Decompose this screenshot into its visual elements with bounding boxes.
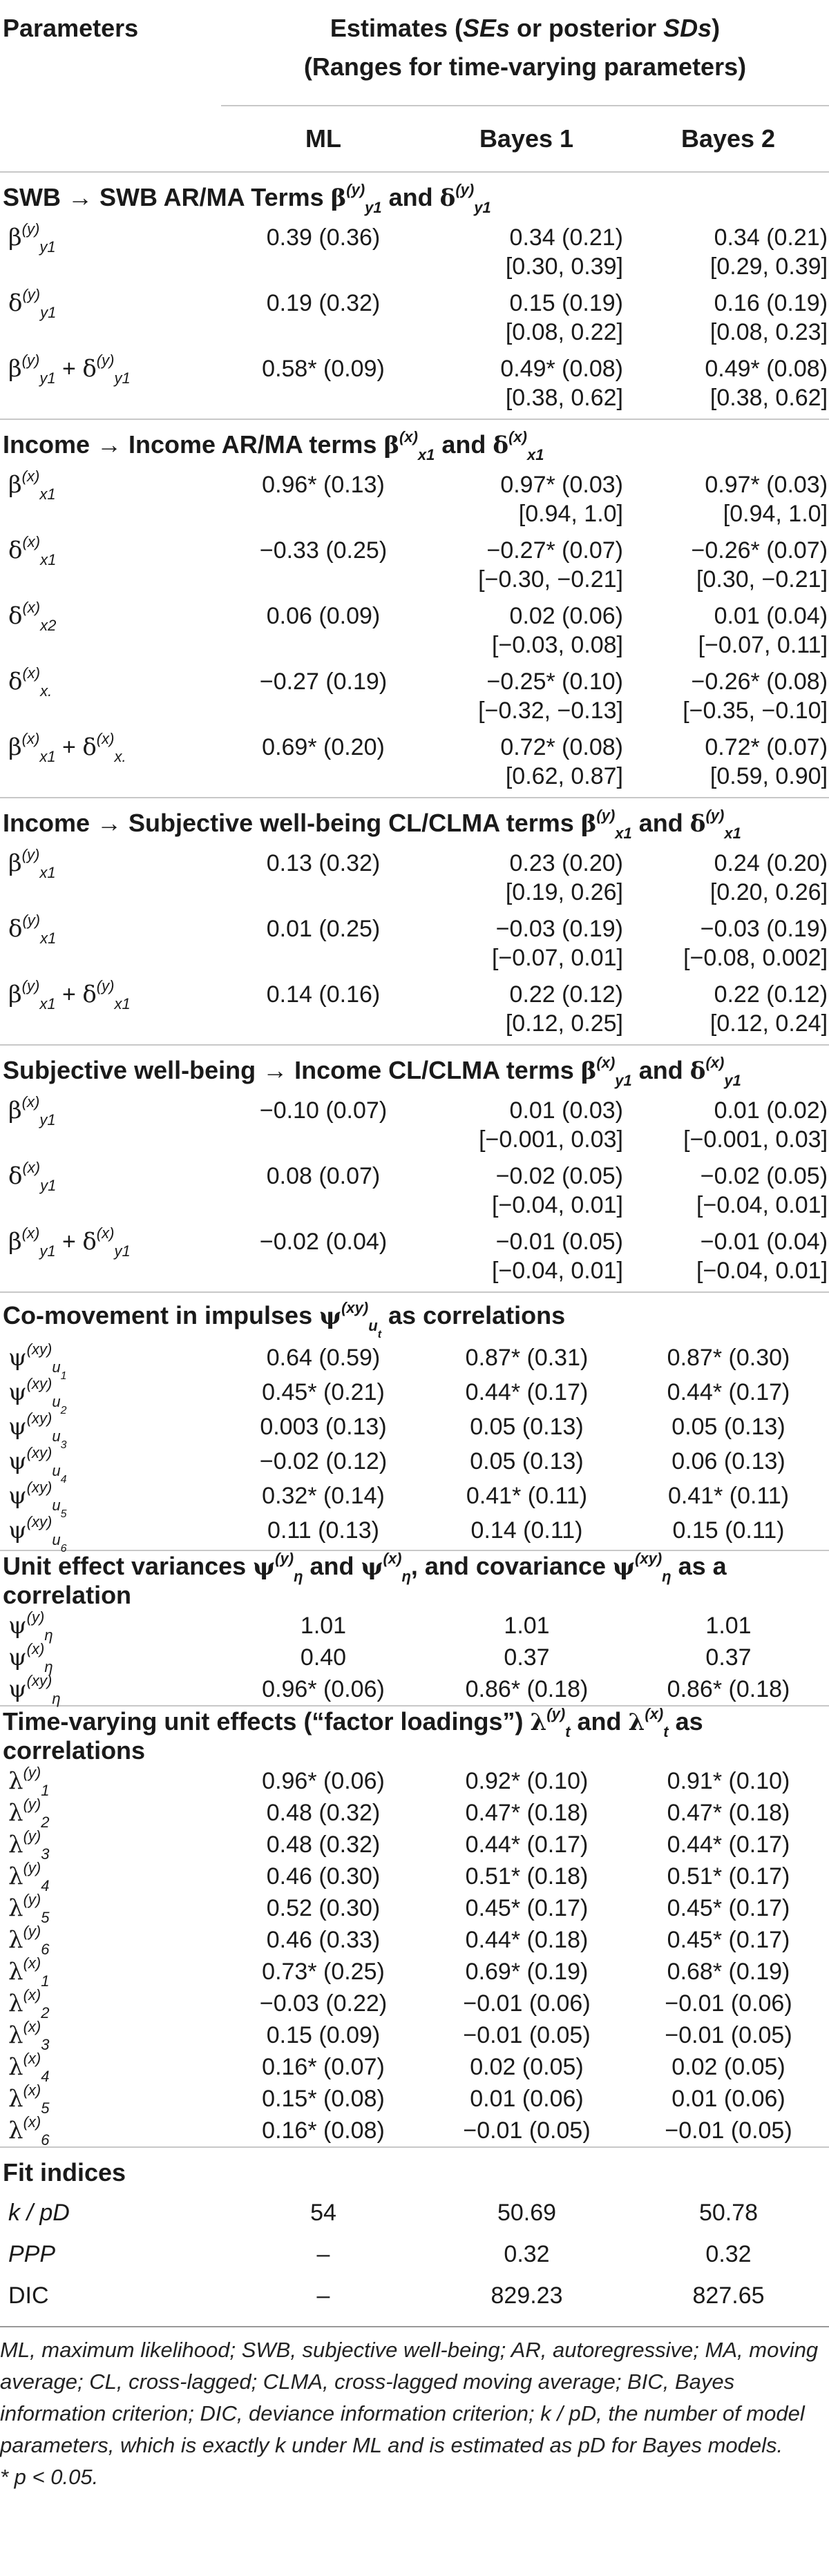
bayes1-value: 0.14 (0.11) (470, 1517, 583, 1544)
bayes2-value: 0.97* (0.03) [0.94, 1.0] (705, 472, 828, 527)
parameter-cell: $\delta^{(x)}_{y1}$ (8, 1159, 57, 1194)
ml-value: 0.16* (0.07) (262, 2054, 385, 2080)
table-row (0, 601, 829, 666)
parameter-cell: $\psi^{(xy)}_{u_6}$ (8, 1513, 67, 1555)
ml-value: −0.10 (0.07) (259, 1097, 388, 1124)
parameter-cell: $\lambda^{(x)}_5$ (8, 2082, 50, 2117)
ml-value: 54 (310, 2200, 336, 2226)
bayes1-value: 0.86* (0.18) (465, 1676, 589, 1702)
bayes2-value: 1.01 (705, 1613, 752, 1639)
bayes1-value: 0.02 (0.06) [−0.03, 0.08] (492, 603, 623, 658)
bayes2-value: 0.32 (705, 2241, 752, 2267)
table-row (0, 2052, 829, 2084)
parameter-cell: $\delta^{(y)}_{x1}$ (8, 912, 57, 947)
parameter-cell: $\psi^{(x)}_\eta$ (8, 1640, 53, 1675)
parameter-cell: $\lambda^{(x)}_3$ (8, 2018, 50, 2053)
bayes2-value: 0.44* (0.17) (667, 1379, 790, 1405)
bayes1-value: −0.01 (0.05) (463, 2022, 591, 2048)
ml-value: 0.01 (0.25) (266, 916, 381, 942)
section-title: Time-varying unit effects (“factor loadings”) $\lambda^{(y)}_t$ and $\lambda^{(x)}_t$ as correlations (0, 1706, 829, 1766)
table-row (0, 1829, 829, 1861)
ml-value: 0.06 (0.09) (266, 603, 381, 629)
bayes1-value: 1.01 (504, 1613, 550, 1639)
bayes2-value: 0.72* (0.07) [0.59, 0.90] (705, 734, 828, 789)
table-row (0, 2084, 829, 2115)
parameter-cell: $\psi^{(xy)}_\eta$ (8, 1672, 61, 1707)
bayes1-value: 0.23 (0.20) [0.19, 0.26] (505, 850, 623, 905)
bayes1-value: 0.37 (504, 1644, 550, 1671)
bayes1-value: 0.32 (504, 2241, 550, 2267)
bayes2-value: 0.87* (0.30) (667, 1345, 790, 1371)
table-row (0, 732, 829, 798)
bayes2-value: −0.03 (0.19) [−0.08, 0.002] (683, 916, 828, 971)
parameter-cell: $\delta^{(y)}_{y1}$ (8, 286, 57, 321)
bayes2-value: 0.15 (0.11) (672, 1517, 785, 1544)
parameter-cell: $\beta^{(y)}_{y1} + \delta^{(y)}_{y1}$ (8, 352, 131, 387)
table-row (0, 470, 829, 535)
ml-value: 0.15* (0.08) (262, 2086, 385, 2112)
ml-value: 0.08 (0.07) (266, 1163, 381, 1189)
bayes2-value: 827.65 (692, 2282, 765, 2309)
table-row (0, 1343, 829, 1377)
parameter-cell: $\delta^{(x)}_{x2}$ (8, 599, 57, 634)
bayes1-value: 0.01 (0.06) (470, 2086, 584, 2112)
table-row (0, 1766, 829, 1798)
section-header (0, 419, 829, 470)
table-row (0, 1161, 829, 1227)
parameter-cell: $\psi^{(xy)}_{u_2}$ (8, 1375, 67, 1416)
bayes2-value: −0.01 (0.05) (665, 2022, 792, 2048)
ml-value: 0.39 (0.36) (266, 224, 381, 251)
column-header-bayes-1: Bayes 1 (426, 106, 627, 172)
bayes1-value: −0.01 (0.05) (463, 2117, 591, 2144)
bayes2-value: 0.45* (0.17) (667, 1927, 790, 1953)
table-row (0, 1446, 829, 1481)
table-row (0, 2115, 829, 2147)
ml-value: 0.14 (0.16) (266, 981, 381, 1008)
ml-value: 0.15 (0.09) (266, 2022, 381, 2048)
ml-value: 0.73* (0.25) (262, 1959, 385, 1985)
bayes2-value: −0.02 (0.05) [−0.04, 0.01] (696, 1163, 828, 1218)
ml-value: 0.003 (0.13) (260, 1414, 387, 1440)
parameter-cell: DIC (8, 2282, 49, 2309)
bayes1-value: 0.69* (0.19) (465, 1959, 589, 1985)
ml-value: 0.32* (0.14) (262, 1483, 385, 1509)
bayes1-value: −0.03 (0.19) [−0.07, 0.01] (492, 916, 623, 971)
section-header (0, 2147, 829, 2198)
bayes1-value: 0.34 (0.21) [0.30, 0.39] (505, 224, 623, 280)
section-title: SWB → SWB AR/MA Terms $\beta^{(y)}_{y1}$ and $\delta^{(y)}_{y1}$ (0, 172, 829, 222)
ml-value: 0.64 (0.59) (266, 1345, 381, 1371)
bayes2-value: 0.47* (0.18) (667, 1800, 790, 1826)
ml-value: – (316, 2241, 330, 2267)
table-row (0, 1095, 829, 1161)
column-header-bayes-2: Bayes 2 (627, 106, 829, 172)
table-row (0, 1925, 829, 1957)
parameter-cell: $\delta^{(x)}_{x1}$ (8, 533, 57, 568)
bayes1-value: 0.51* (0.18) (465, 1863, 589, 1890)
estimates-title-text: Estimates (SEs or posterior SDs) (330, 14, 721, 42)
bayes2-value: 0.45* (0.17) (667, 1895, 790, 1921)
ml-value: 0.96* (0.06) (262, 1768, 385, 1794)
bayes2-value: −0.26* (0.08) [−0.35, −0.10] (683, 669, 828, 724)
parameter-cell: $\lambda^{(x)}_4$ (8, 2050, 50, 2085)
parameter-cell: $\lambda^{(y)}_6$ (8, 1923, 50, 1958)
table-row (0, 1988, 829, 2020)
parameter-cell: $\delta^{(x)}_{x.}$ (8, 664, 53, 700)
parameter-cell: $\lambda^{(y)}_1$ (8, 1764, 50, 1799)
ml-value: 0.40 (300, 1644, 347, 1671)
bayes1-value: 0.47* (0.18) (465, 1800, 589, 1826)
ml-value: 0.69* (0.20) (262, 734, 385, 760)
bayes2-value: 0.16 (0.19) [0.08, 0.23] (709, 290, 828, 345)
ml-value: 0.52 (0.30) (266, 1895, 381, 1921)
parameter-cell: $\lambda^{(y)}_4$ (8, 1859, 50, 1894)
table-row (0, 535, 829, 601)
ml-value: 0.48 (0.32) (266, 1832, 381, 1858)
bayes1-value: −0.02 (0.05) [−0.04, 0.01] (492, 1163, 623, 1218)
parameter-cell: $\lambda^{(y)}_3$ (8, 1827, 50, 1863)
table-row (0, 914, 829, 979)
table-row (0, 1412, 829, 1446)
bayes2-value: 0.37 (705, 1644, 752, 1671)
bayes2-value: 0.86* (0.18) (667, 1676, 790, 1702)
table-row (0, 1611, 829, 1642)
ml-value: 0.19 (0.32) (266, 290, 381, 316)
parameter-cell: $\beta^{(x)}_{x1} + \delta^{(x)}_{x.}$ (8, 730, 126, 765)
table-row (0, 1227, 829, 1292)
bayes2-value: 0.06 (0.13) (671, 1448, 785, 1474)
parameters-header: Parameters (3, 14, 139, 42)
table-row (0, 2239, 829, 2280)
abbreviations-note: ML, maximum likelihood; SWB, subjective well-being; AR, autoregressive; MA, moving average; CL, cross-lagged; CLMA, cross-lagged moving average; BIC, Bayes information criterion; DIC, deviance information criterion; k / pD, the number of model parameters, which is exactly k under ML and is estimated as pD for Bayes models. (0, 2338, 819, 2457)
parameter-cell: $\psi^{(y)}_\eta$ (8, 1608, 53, 1644)
section-header (0, 1550, 829, 1611)
table-row (0, 1377, 829, 1412)
bayes2-value: 0.24 (0.20) [0.20, 0.26] (709, 850, 828, 905)
bayes2-value: 0.01 (0.04) [−0.07, 0.11] (698, 603, 828, 658)
section-title: Income → Subjective well-being CL/CLMA terms $\beta^{(y)}_{x1}$ and $\delta^{(y)}_{x1}$ (0, 798, 829, 848)
bayes1-value: 0.44* (0.17) (465, 1832, 589, 1858)
parameter-cell: PPP (8, 2241, 56, 2267)
parameter-cell: $\lambda^{(x)}_1$ (8, 1954, 50, 1990)
ml-value: 0.96* (0.13) (262, 472, 385, 498)
ml-value: 0.11 (0.13) (267, 1517, 379, 1544)
parameter-cell: $\psi^{(xy)}_{u_3}$ (8, 1410, 67, 1451)
ml-value: 0.16* (0.08) (262, 2117, 385, 2144)
ranges-subtitle: (Ranges for time-varying parameters) (303, 52, 747, 81)
section-header (0, 1706, 829, 1766)
bayes2-value: 0.01 (0.06) (671, 2086, 785, 2112)
ml-value: 0.48 (0.32) (266, 1800, 381, 1826)
estimates-title (221, 0, 829, 48)
bayes1-value: −0.01 (0.06) (463, 1990, 591, 2017)
parameter-cell: $\beta^{(x)}_{y1}$ (8, 1093, 56, 1128)
ml-value: 0.58* (0.09) (262, 356, 385, 382)
bayes1-value: −0.27* (0.07) [−0.30, −0.21] (478, 537, 623, 593)
ml-value: −0.02 (0.12) (259, 1448, 388, 1474)
table-row (0, 1893, 829, 1925)
bayes1-value: 0.01 (0.03) [−0.001, 0.03] (479, 1097, 623, 1153)
table-row (0, 2020, 829, 2052)
table-row (0, 2280, 829, 2322)
bayes2-value: 0.05 (0.13) (671, 1414, 785, 1440)
blank-header-cell (0, 106, 221, 172)
bayes1-value: 0.49* (0.08) [0.38, 0.62] (500, 356, 623, 411)
bayes2-value: 0.41* (0.11) (667, 1483, 790, 1509)
bayes1-value: 0.45* (0.17) (465, 1895, 589, 1921)
table-body (0, 172, 829, 2322)
ml-value: 0.46 (0.30) (266, 1863, 381, 1890)
ml-value: 0.96* (0.06) (262, 1676, 385, 1702)
table-row (0, 288, 829, 354)
bayes1-value: 50.69 (497, 2200, 557, 2226)
parameter-cell: $\psi^{(xy)}_{u_4}$ (8, 1444, 67, 1486)
table-row (0, 354, 829, 419)
section-title: Fit indices (0, 2147, 829, 2198)
table-row (0, 1861, 829, 1893)
table-row (0, 1481, 829, 1515)
bayes2-value: −0.01 (0.06) (665, 1990, 792, 2017)
bayes2-value: 0.22 (0.12) [0.12, 0.24] (709, 981, 828, 1037)
bayes1-value: 0.44* (0.17) (465, 1379, 589, 1405)
ml-value: 1.01 (300, 1613, 347, 1639)
bayes1-value: 0.05 (0.13) (470, 1448, 584, 1474)
bayes1-value: 0.97* (0.03) [0.94, 1.0] (500, 472, 623, 527)
table-row (0, 1798, 829, 1829)
parameter-cell: k / pD (8, 2200, 70, 2226)
bayes1-value: 0.05 (0.13) (470, 1414, 584, 1440)
bayes1-value: 0.22 (0.12) [0.12, 0.25] (505, 981, 623, 1037)
section-header (0, 1292, 829, 1343)
bayes1-value: 829.23 (490, 2282, 563, 2309)
ml-value: −0.03 (0.22) (259, 1990, 388, 2017)
ml-value: 0.46 (0.33) (266, 1927, 381, 1953)
bayes1-value: 0.15 (0.19) [0.08, 0.22] (505, 290, 623, 345)
table-row (0, 222, 829, 288)
bayes1-value: 0.72* (0.08) [0.62, 0.87] (500, 734, 623, 789)
parameter-cell: $\beta^{(x)}_{x1}$ (8, 468, 56, 503)
bayes1-value: −0.01 (0.05) [−0.04, 0.01] (492, 1229, 623, 1284)
column-header-ml: ML (221, 106, 426, 172)
ml-value: −0.33 (0.25) (259, 537, 388, 564)
bayes2-value: 0.51* (0.17) (667, 1863, 790, 1890)
table-row (0, 1957, 829, 1988)
ml-value: −0.02 (0.04) (259, 1229, 388, 1255)
section-header (0, 172, 829, 222)
parameter-cell: $\beta^{(y)}_{y1}$ (8, 220, 56, 256)
bayes2-value: 0.44* (0.17) (667, 1832, 790, 1858)
parameter-cell: $\beta^{(y)}_{x1} + \delta^{(y)}_{x1}$ (8, 977, 131, 1012)
bayes2-value: 0.34 (0.21) [0.29, 0.39] (709, 224, 828, 280)
parameter-cell: $\psi^{(xy)}_{u_5}$ (8, 1479, 67, 1520)
table-row (0, 848, 829, 914)
bayes2-value: 0.49* (0.08) [0.38, 0.62] (705, 356, 828, 411)
ml-value: 0.45* (0.21) (262, 1379, 385, 1405)
bayes1-value: −0.25* (0.10) [−0.32, −0.13] (478, 669, 623, 724)
ml-value: −0.27 (0.19) (259, 669, 388, 695)
table-row (0, 1515, 829, 1550)
parameter-cell: $\lambda^{(x)}_6$ (8, 2113, 50, 2149)
table-row (0, 979, 829, 1045)
bayes2-value: −0.01 (0.04) [−0.04, 0.01] (696, 1229, 828, 1284)
bayes1-value: 0.41* (0.11) (466, 1483, 588, 1509)
table-footnote (0, 2326, 829, 2493)
parameter-cell: $\psi^{(xy)}_{u_1}$ (8, 1340, 67, 1382)
section-header (0, 1045, 829, 1095)
parameter-cell: $\lambda^{(y)}_5$ (8, 1891, 50, 1926)
bayes2-value: −0.01 (0.05) (665, 2117, 792, 2144)
section-title: Co-movement in impulses $\psi^{(xy)}_{u_t}$ as correlations (0, 1292, 829, 1343)
section-title: Income → Income AR/MA terms $\beta^{(x)}_{x1}$ and $\delta^{(x)}_{x1}$ (0, 419, 829, 470)
table-row (0, 1642, 829, 1674)
bayes1-value: 0.87* (0.31) (465, 1345, 589, 1371)
bayes2-value: 50.78 (698, 2200, 759, 2226)
parameter-cell: $\lambda^{(y)}_2$ (8, 1796, 50, 1831)
table-row (0, 2198, 829, 2239)
ml-value: – (316, 2282, 330, 2309)
section-title: Unit effect variances $\psi^{(y)}_\eta$ and $\psi^{(x)}_\eta$, and covariance $\psi^{(xy)}_\eta$ as a correlation (0, 1550, 829, 1611)
ml-value: 0.13 (0.32) (266, 850, 381, 876)
bayes1-value: 0.92* (0.10) (465, 1768, 589, 1794)
table-row (0, 666, 829, 732)
section-title: Subjective well-being → Income CL/CLMA terms $\beta^{(x)}_{y1}$ and $\delta^{(x)}_{y1}$ (0, 1045, 829, 1095)
parameter-cell: $\beta^{(x)}_{y1} + \delta^{(x)}_{y1}$ (8, 1224, 131, 1260)
section-header (0, 798, 829, 848)
bayes1-value: 0.44* (0.18) (465, 1927, 589, 1953)
parameter-cell: $\lambda^{(x)}_2$ (8, 1986, 50, 2021)
bayes2-value: 0.68* (0.19) (667, 1959, 790, 1985)
bayes2-value: 0.02 (0.05) (671, 2054, 785, 2080)
bayes2-value: 0.91* (0.10) (667, 1768, 790, 1794)
bayes2-value: −0.26* (0.07) [0.30, −0.21] (691, 537, 828, 593)
significance-note: * p < 0.05. (0, 2465, 99, 2489)
bayes2-value: 0.01 (0.02) [−0.001, 0.03] (683, 1097, 828, 1153)
bayes1-value: 0.02 (0.05) (470, 2054, 584, 2080)
table-row (0, 1674, 829, 1706)
parameter-cell: $\beta^{(y)}_{x1}$ (8, 846, 56, 881)
